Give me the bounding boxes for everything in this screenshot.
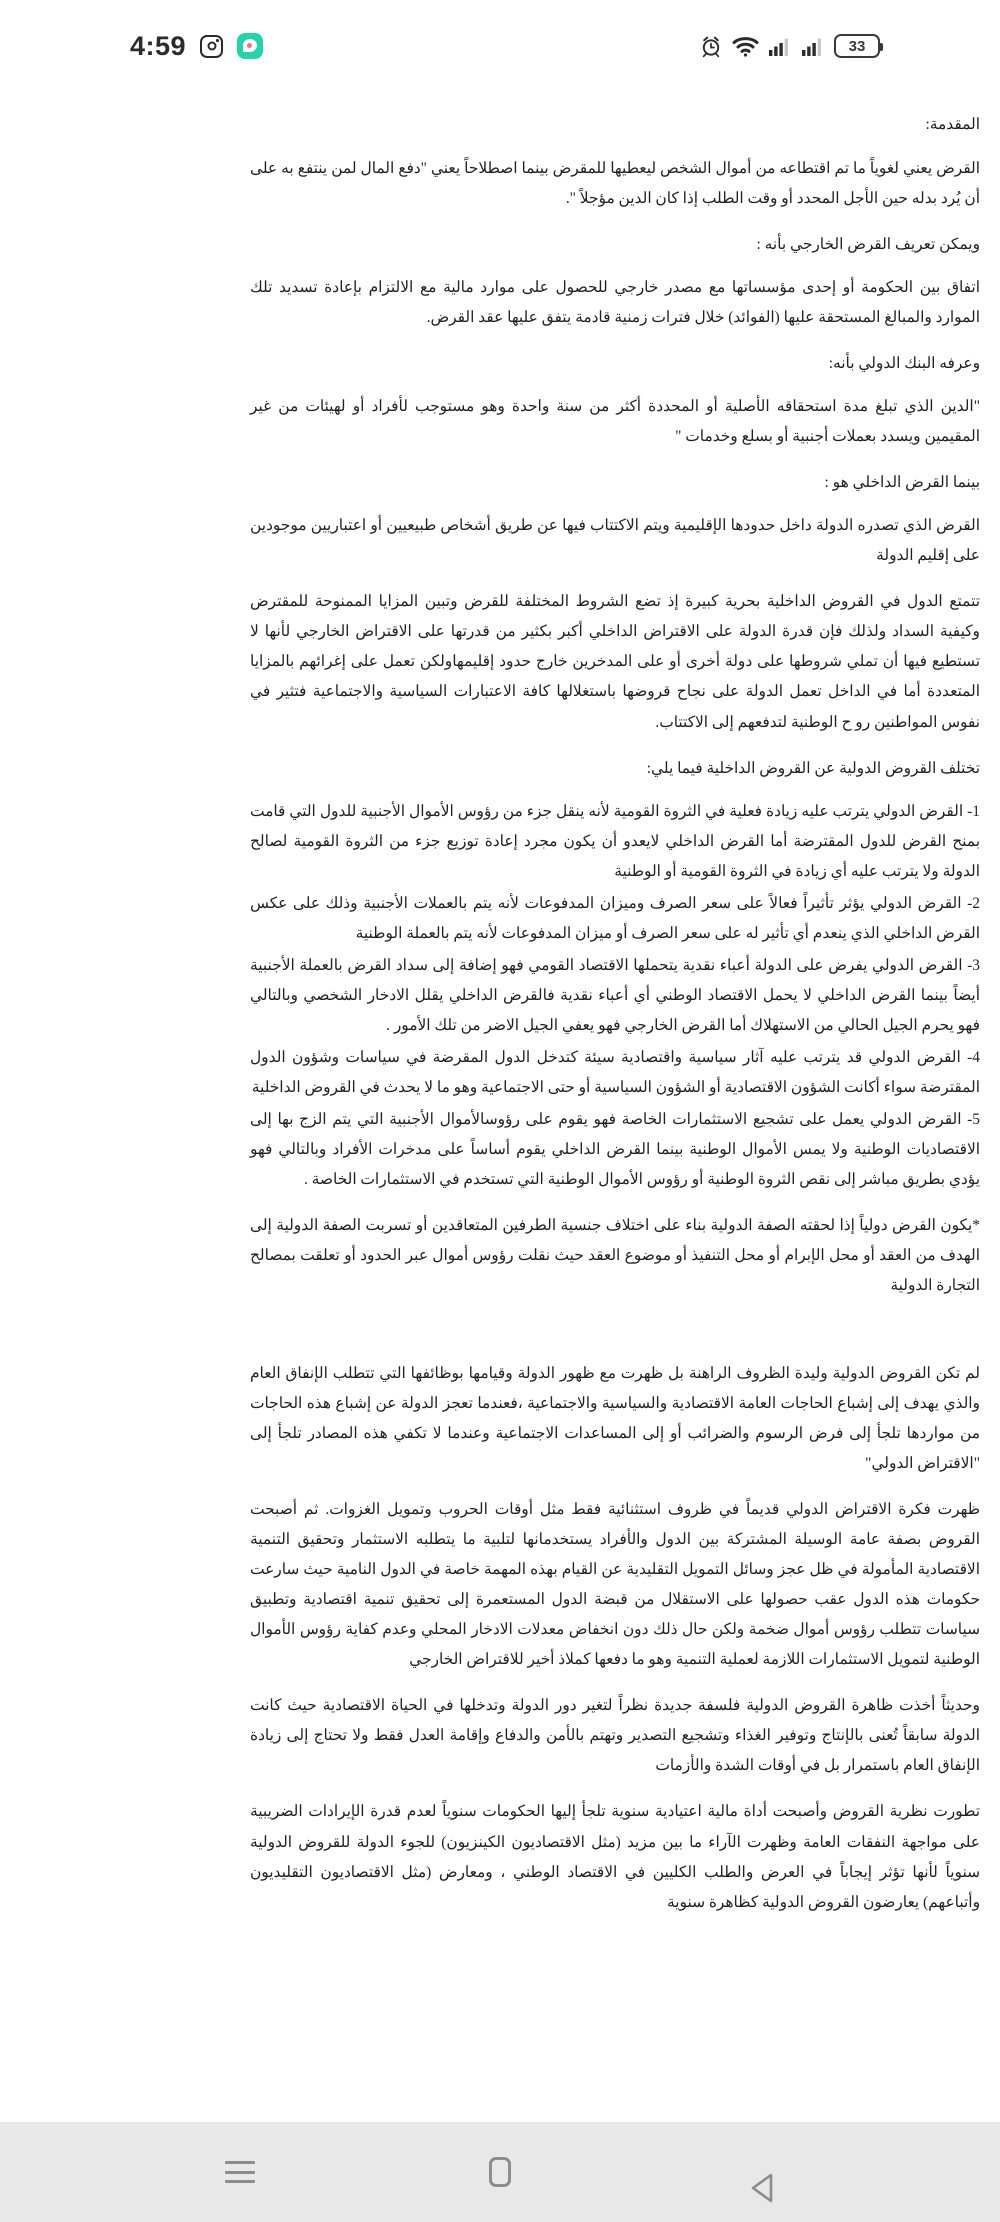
paragraph-world-bank-lead: وعرفه البنك الدولي بأنه: [828,355,980,373]
list-item-number: 5- [967,1110,980,1128]
alarm-clock-icon [699,34,723,58]
recents-button[interactable] [205,2137,275,2207]
paragraph-external-loan-definition: اتفاق بين الحكومة أو إحدى مؤسساتها مع مصدر خارجي للحصول على موارد مالية مع الالتزام بإعادة تسديد تلك الموارد والمبالغ المستحقة عليها (الفوائد) خلال فترات زمنية قادمة يتفق عليها عقد القرض. [250,279,980,327]
list-item [250,889,980,949]
document-body [0,92,1000,1918]
menu-icon [225,2161,255,2183]
list-item-number: 3- [967,956,980,974]
paragraph-differences-lead: تختلف القروض الدولية عن القروض الداخلية فيما يلي: [646,759,980,777]
paragraph-internal-loan-freedom: تتمتع الدول في القروض الداخلية بحرية كبيرة إذ تضع الشروط المختلفة للقرض وتبين المزايا الممنوحة للمقترض وكيفية السداد ولذلك فإن قدرة الدولة على الاقتراض الداخلي أكبر بكثير من قدرتها على الاقتراض الخارجي لأنها لا تستطيع فيها أن تملي شروطها على دولة أخرى أو على المدخرين خارج حدود إقليمهاولكن تعمل على إغرائهم بالمزايا المتعددة أما في الداخل تعمل الدولة على نجاح قروضها باستغلالها كافة الاعتبارات السياسية والاجتماعية فتثير في نفوس المواطنين رو ح الوطنية لتدفعهم إلى الاكتتاب. [250,593,980,731]
list-item-text: القرض الدولي قد يترتب عليه آثار سياسية واقتصادية سيئة كتدخل الدول المقرضة في سياسات وشؤون الدول المقترضة سواء أكانت الشؤون الاقتصادية أو الشؤون السياسية أو حتى الاجتماعية وهو ما لا يحدث في القروض الداخلية [250,1048,980,1096]
back-button[interactable] [725,2137,795,2207]
home-icon [489,2157,511,2187]
chat-bubble-icon [237,33,263,59]
back-triangle-icon [748,2156,772,2188]
paragraph-world-bank-definition: "الدين الذي تبلغ مدة استحقاقه الأصلية أو المحددة أكثر من سنة واحدة وهو مستوجب لأفراد أو لهيئات من غير المقيمين ويسدد بعملات أجنبية أو بسلع وخدمات " [250,398,980,446]
list-item-number: 4- [967,1048,980,1066]
instagram-icon [200,35,223,58]
list-item-text: القرض الدولي يعمل على تشجيع الاستثمارات الخاصة فهو يقوم على رؤوسالأموال الأجنبية التي يتم الزج بها إلى الاقتصاديات الوطنية ولا يمس الأموال الوطنية بينما القرض الداخلي يقوم أساساً على مدخرات الأفراد وبالتالي فهو يؤدي بطريق مباشر إلى نقص الثروة الوطنية أو رؤوس الأموال الوطنية التي تستخدم في الاستثمارات الخاصة . [250,1110,980,1188]
list-item [250,951,980,1041]
wifi-icon [732,35,759,57]
list-item-text: القرض الدولي يؤثر تأثيراً فعالاً على سعر الصرف وميزان المدفوعات لأنه يتم بالعملات الأجنبية وذلك على عكس القرض الداخلي الذي ينعدم أي تأثير له على سعر الصرف أو ميزان المدفوعات لأنه يتم بالعملة الوطنية [250,894,980,942]
battery-icon [834,34,880,58]
paragraph-theory-evolution: تطورت نظرية القروض وأصبحت أداة مالية اعتيادية سنوية تلجأ إليها الحكومات سنوياً لعدم قدرة الإيرادات الضريبية على مواجهة النفقات العامة وظهرت الآراء ما بين مزيد (مثل الاقتصاديون الكينزيون) للجوء الدولة للقروض الدولية سنوياً لأنها تؤثر إيجاباً في العرض والطلب الكليين في الاقتصاد الوطني ، ومعارض (مثل الاقتصاديون التقليديون وأتباعهم) يعارضون القروض الدولية كظاهرة سنوية [250,1803,980,1911]
status-clock: 4:59 [130,30,187,61]
document-viewer[interactable] [0,92,1000,2122]
list-item-text: القرض الدولي يفرض على الدولة أعباء نقدية يتحملها الاقتصاد القومي فهو إضافة إلى سداد القرض بالعملة الأجنبية أيضاً بينما القرض الداخلي لا يحمل الاقتصاد الوطني أي أعباء نقدية فالقرض الداخلي يقلل الادخار الشخصي وبالتالي فهو يحرم الجيل الحالي من الاستهلاك أما القرض الخارجي فهو يعفي الجيل الاضر من تلك الأمور . [250,956,980,1034]
paragraph-history-origin: لم تكن القروض الدولية وليدة الظروف الراهنة بل ظهرت مع ظهور الدولة وقيامها بوظائفها التي تتطلب الإنفاق العام والذي يهدف إلى إشباع الحاجات العامة الاقتصادية والسياسية والاجتماعية ،فعندما تعجز الدولة عن إشباع هذه الحاجات من مواردها تلجأ إلى فرض الرسوم والضرائب أو إلى المساعدات الاجتماعية وعندما لا تكفي هذه المصادر تلجأ إلى "الاقتراض الدولي" [250,1365,980,1473]
status-bar [0,0,1000,92]
home-button[interactable] [465,2137,535,2207]
list-item-number: 1- [967,802,980,820]
list-item [250,797,980,887]
signal-bars-icon [801,36,825,57]
paragraph-history-development: ظهرت فكرة الاقتراض الدولي قديماً في ظروف استثنائية فقط مثل أوقات الحروب وتمويل الغزوات. ثم أصبحت القروض بصفة عامة الوسيلة المشتركة بين الدول والأفراد يستخدمانها لتلبية ما يتطلبه الاستثمار وتحقيق التنمية الاقتصادية المأمولة في ظل عجز وسائل التمويل التقليدية عن القيام بهذه المهمة خاصة في الدول النامية حيث سارعت حكومات هذه الدول عقب حصولها على الاستقلال من قبضة الدول المستعمرة إلى تحقيق تنمية اقتصادية وتطبيق سياسات تتطلب رؤوس أموال ضخمة ولكن حال ذلك دون انخفاض معدلات الادخار المحلي وعدم كفاية رؤوس الأموال الوطنية لتمويل الاستثمارات اللازمة لعملية التنمية وهو ما دفعها كملاذ أخير للاقتراض الخارجي [250,1501,980,1669]
paragraph-modern-philosophy: وحديثاً أخذت ظاهرة القروض الدولية فلسفة جديدة نظراً لتغير دور الدولة وتدخلها في الحياة الاقتصادية حيث كانت الدولة سابقاً تُعنى بالإنتاج وتوفير الغذاء وتشجيع التصدير وتهتم بالأمن والدفاع وإقامة العدل فقط ولا تحتاج إلى زيادة الإنفاق العام باستمرار بل في أوقات الشدة والأزمات [250,1697,980,1775]
signal-bars-icon [768,36,792,57]
paragraph-international-note: *يكون القرض دولياً إذا لحقته الصفة الدولية بناء على اختلاف جنسية الطرفين المتعاقدين أو تسربت الصفة الدولية إلى الهدف من العقد أو محل الإبرام أو محل التنفيذ أو موضوع العقد حيث نقلت رؤوس أموال عبر الحدود أو تعلقت بمصالح التجارة الدولية [250,1216,980,1295]
document-heading: المقدمة: [925,116,980,133]
list-item [250,1043,980,1103]
differences-list [250,797,980,1195]
paragraph-definition-linguistic: القرض يعني لغوياً ما تم اقتطاعه من أموال الشخص ليعطيها للمقرض بينما اصطلاحاً يعني "دفع المال لمن ينتفع به على أن يُرد بدله حين الأجل المحدد أو وقت الطلب إذا كان الدين مؤجلاً ". [250,160,980,208]
paragraph-internal-loan-definition: القرض الذي تصدره الدولة داخل حدودها الإقليمية ويتم الاكتتاب فيها عن طريق أشخاص طبيعيين أو اعتباريين موجودين على إقليم الدولة [250,517,980,565]
list-item-text: القرض الدولي يترتب عليه زيادة فعلية في الثروة القومية لأنه ينقل جزء من رؤوس الأموال الأجنبية للدول التي قامت بمنح القرض للدول المقترضة أما القرض الداخلي لايعدو أن يكون مجرد إعادة توزيع جزء من الثروة القومية لصالح الدولة ولا يترتب عليه أي زيادة في الثروة القومية أو الوطنية [250,802,980,880]
android-navigation-bar [0,2122,1000,2222]
list-item-number: 2- [967,894,980,912]
battery-level-label: 33 [848,37,866,55]
paragraph-external-loan-lead: ويمكن تعريف القرض الخارجي بأنه : [756,236,980,254]
status-bar-left [60,31,263,62]
status-bar-right [699,34,940,58]
paragraph-internal-loan-lead: بينما القرض الداخلي هو : [824,474,980,492]
list-item [250,1105,980,1195]
